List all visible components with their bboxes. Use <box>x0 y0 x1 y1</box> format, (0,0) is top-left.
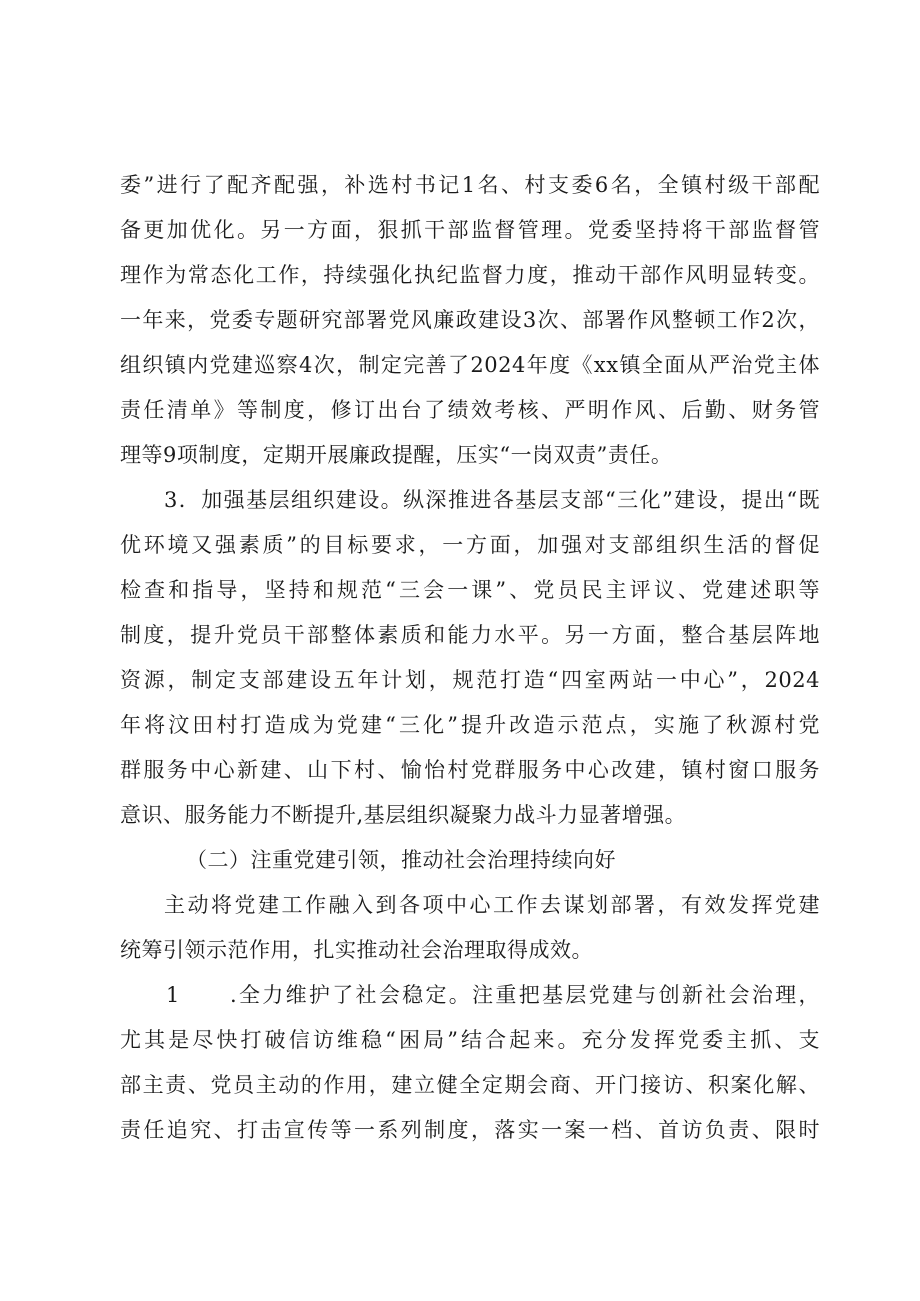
body-text-line: 责任清单》等制度，修订出台了绩效考核、严明作风、后勤、财务管 <box>120 398 820 422</box>
body-text-line: 意识、服务能力不断提升,基层组织凝聚力战斗力显著增强。 <box>120 803 687 827</box>
body-text-line: 资源，制定支部建设五年计划，规范打造“四室两站一中心”，2024 <box>120 668 820 692</box>
body-text-line: 委”进行了配齐配强，补选村书记1名、村支委6名，全镇村级干部配 <box>120 173 820 197</box>
list-item-number: 1 <box>166 983 180 1007</box>
body-text-line: 备更加优化。另一方面，狠抓干部监督管理。党委坚持将干部监督管 <box>120 218 820 242</box>
body-text-line: 尤其是尽快打破信访维稳“困局”结合起来。充分发挥党委主抓、支 <box>120 1028 820 1052</box>
body-text-line: 统筹引领示范作用，扎实推动社会治理取得成效。 <box>120 938 593 962</box>
body-text-line: .全力维护了社会稳定。注重把基层党建与创新社会治理， <box>230 983 820 1007</box>
body-text-line: 制度，提升党员干部整体素质和能力水平。另一方面，整合基层阵地 <box>120 623 820 647</box>
body-text-line: 部主责、党员主动的作用，建立健全定期会商、开门接访、积案化解、 <box>120 1073 820 1097</box>
body-text-line: 主动将党建工作融入到各项中心工作去谋划部署，有效发挥党建 <box>164 893 820 917</box>
body-text-line: 组织镇内党建巡察4次，制定完善了2024年度《xx镇全面从严治党主体 <box>120 353 820 377</box>
body-text-line: 3．加强基层组织建设。纵深推进各基层支部“三化”建设，提出“既 <box>164 488 820 512</box>
body-text-line: 理等9项制度，定期开展廉政提醒，压实“一岗双责”责任。 <box>120 443 673 467</box>
body-text-line: 群服务中心新建、山下村、愉怡村党群服务中心改建，镇村窗口服务 <box>120 758 820 782</box>
section-heading: （二）注重党建引领，推动社会治理持续向好 <box>186 848 616 872</box>
body-text-line: 年将汶田村打造成为党建“三化”提升改造示范点，实施了秋源村党 <box>120 713 820 737</box>
body-text-line: 优环境又强素质”的目标要求，一方面，加强对支部组织生活的督促 <box>120 533 820 557</box>
body-text-line: 责任追究、打击宣传等一系列制度，落实一案一档、首访负责、限时 <box>120 1118 820 1142</box>
body-text-line: 理作为常态化工作，持续强化执纪监督力度，推动干部作风明显转变。 <box>120 263 820 287</box>
body-text-line: 一年来，党委专题研究部署党风廉政建设3次、部署作风整顿工作2次， <box>120 308 820 332</box>
body-text-line: 检查和指导，坚持和规范“三会一课”、党员民主评议、党建述职等 <box>120 578 820 602</box>
